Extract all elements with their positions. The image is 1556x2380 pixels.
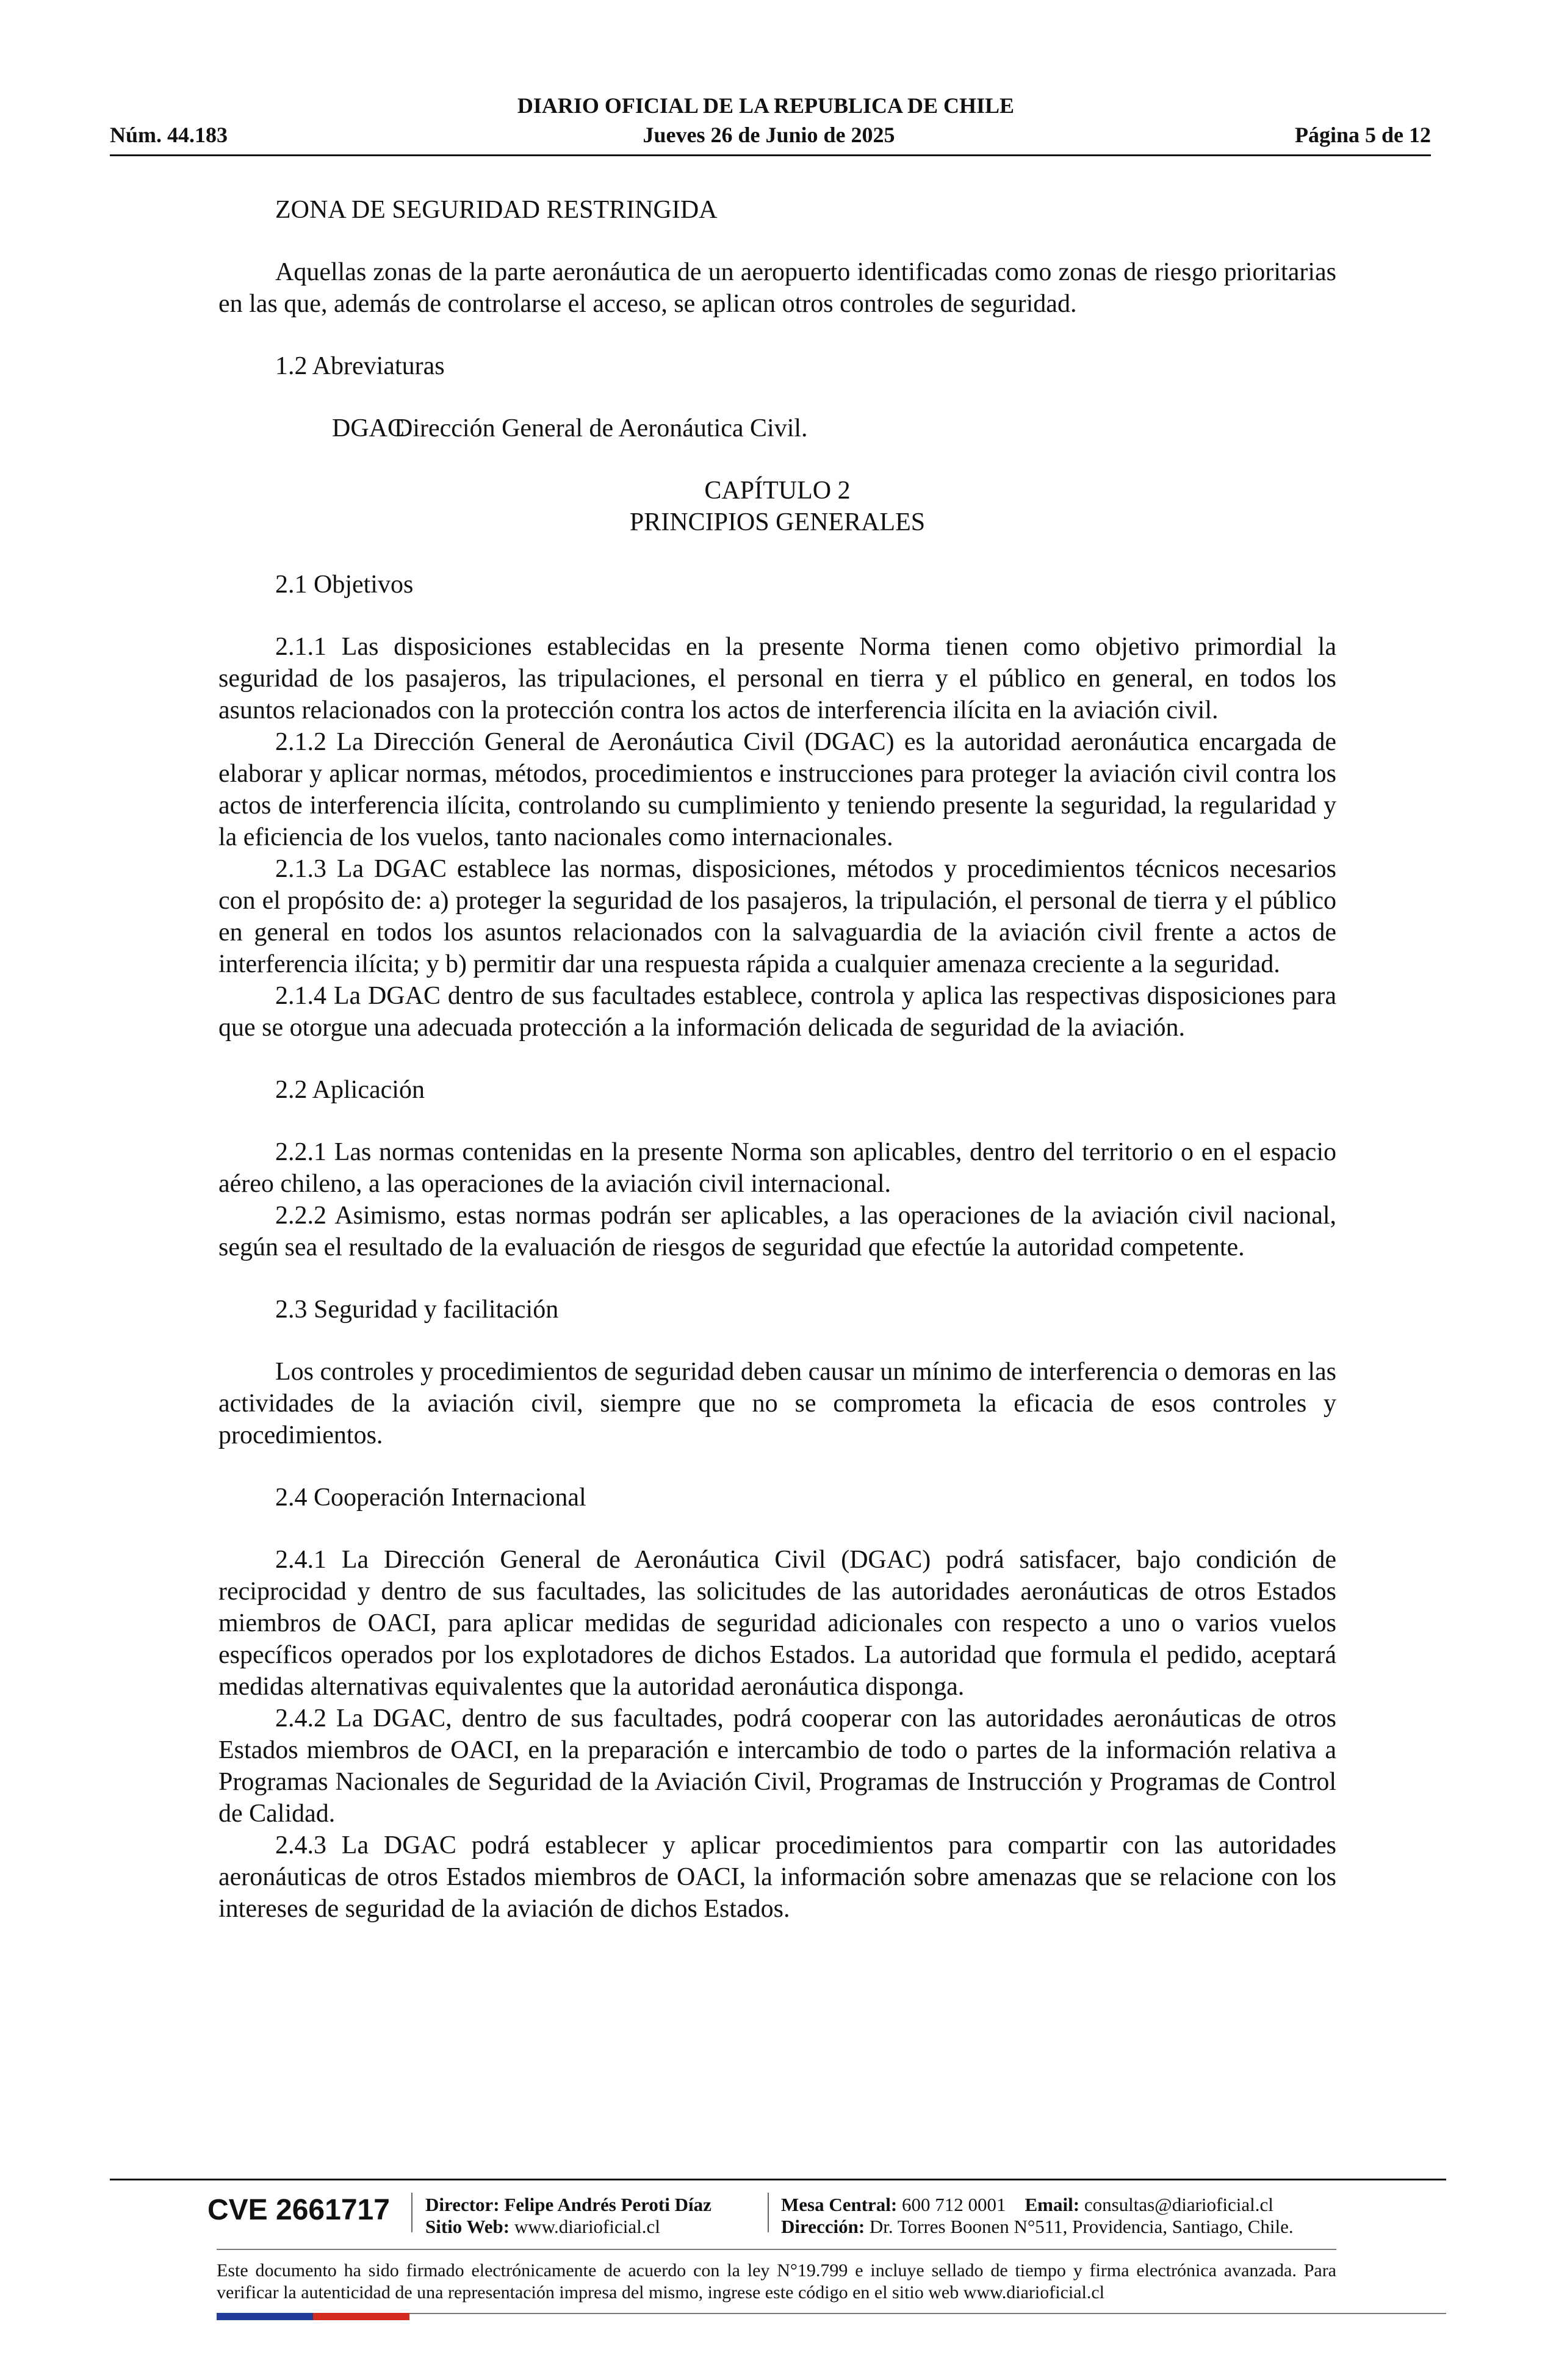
abbreviation-meaning: Dirección General de Aeronáutica Civil. — [394, 414, 808, 442]
chapter-title: PRINCIPIOS GENERALES — [629, 508, 926, 536]
issue-number: Núm. 44.183 — [110, 123, 228, 147]
cve-code: CVE 2661717 — [207, 2194, 390, 2226]
flag-stripe — [217, 2313, 409, 2320]
footer-divider — [110, 2179, 1446, 2180]
paragraph-2-4-2: 2.4.2 La DGAC, dentro de sus facultades, podrá cooperar con las autoridades aeronáuticas de otros Estados miembros de OACI, en la preparación e intercambio de todo o partes de la información relativa a Programas Nacionales de Seguridad de la Aviación Civil, Programas de Instrucción y Programas de Control de Calidad. — [218, 1704, 1336, 1828]
paragraph-2-1-1: 2.1.1 Las disposiciones establecidas en la presente Norma tienen como objetivo primordial la seguridad de los pasajeros, las tripulaciones, el personal en tierra y el público en general, en todos los asuntos relacionados con la protección contra los actos de interferencia ilícita en la aviación civil. — [218, 633, 1336, 724]
abbreviation-code: DGAC — [332, 414, 405, 442]
header-divider — [110, 154, 1431, 156]
director-label: Director: — [425, 2194, 500, 2215]
phone-label: Mesa Central: — [781, 2194, 898, 2215]
footer-contact-block — [781, 2194, 1294, 2238]
issue-date: Jueves 26 de Junio de 2025 — [643, 123, 895, 147]
paragraph-2-3: Los controles y procedimientos de seguridad deben causar un mínimo de interferencia o demoras en las actividades de la aviación civil, siempre que no se comprometa la eficacia de esos controles y procedimientos. — [218, 1358, 1336, 1449]
newspaper-title: DIARIO OFICIAL DE LA REPUBLICA DE CHILE — [517, 93, 1015, 118]
paragraph-2-1-3: 2.1.3 La DGAC establece las normas, disposiciones, métodos y procedimientos técnicos necesarios con el propósito de: a) proteger la seguridad de los pasajeros, la tripulación, el personal de tierra y el público en general en todos los asuntos relacionados con la salvaguardia de la aviación civil frente a actos de interferencia ilícita; y b) permitir dar una respuesta rápida a cualquier amenaza creciente a la seguridad. — [218, 855, 1336, 978]
page-indicator: Página 5 de 12 — [1294, 123, 1431, 147]
section-2-2-heading: 2.2 Aplicación — [275, 1076, 425, 1104]
paragraph-2-1-2: 2.1.2 La Dirección General de Aeronáutica Civil (DGAC) es la autoridad aeronáutica encargada de elaborar y aplicar normas, métodos, procedimientos e instrucciones para proteger la aviación civil contra los actos de interferencia ilícita, controlando su cumplimiento y teniendo presente la seguridad, la regularidad y la eficiencia de los vuelos, tanto nacionales como internacionales. — [218, 728, 1336, 851]
paragraph-2-2-1: 2.2.1 Las normas contenidas en la presente Norma son aplicables, dentro del territorio o en el espacio aéreo chileno, a las operaciones de la aviación civil internacional. — [218, 1138, 1336, 1198]
paragraph-2-4-3: 2.4.3 La DGAC podrá establecer y aplicar procedimientos para compartir con las autoridades aeronáuticas de otros Estados miembros de OACI, la información sobre amenazas que se relacione con los intereses de seguridad de la aviación de dichos Estados. — [218, 1831, 1336, 1923]
paragraph-2-4-1: 2.4.1 La Dirección General de Aeronáutica Civil (DGAC) podrá satisfacer, bajo condición de reciprocidad y dentro de sus facultades, las solicitudes de las autoridades aeronáuticas de otros Estados miembros de OACI, para aplicar medidas de seguridad adicionales con respecto a uno o varios vuelos específicos operados por los explotadores de dichos Estados. La autoridad que formula el pedido, aceptará medidas alternativas equivalentes que la autoridad aeronáutica disponga. — [218, 1546, 1336, 1701]
chapter-number: CAPÍTULO 2 — [704, 477, 851, 505]
website-label: Sitio Web: — [425, 2216, 510, 2237]
section-2-4-heading: 2.4 Cooperación Internacional — [275, 1484, 586, 1512]
address-text: Dr. Torres Boonen N°511, Providencia, Santiago, Chile. — [869, 2216, 1294, 2237]
email-link[interactable]: consultas@diarioficial.cl — [1084, 2194, 1273, 2215]
footer-notice-divider — [217, 2249, 1336, 2250]
email-label: Email: — [1025, 2194, 1080, 2215]
footer-separator — [411, 2193, 412, 2232]
section-2-3-heading: 2.3 Seguridad y facilitación — [275, 1296, 559, 1324]
director-name: Felipe Andrés Peroti Díaz — [504, 2194, 711, 2215]
flag-red-segment — [313, 2313, 409, 2320]
paragraph-2-1-4: 2.1.4 La DGAC dentro de sus facultades establece, controla y aplica las respectivas disposiciones para que se otorgue una adecuada protección a la información delicada de seguridad de la aviación. — [218, 982, 1336, 1042]
website-link[interactable]: www.diarioficial.cl — [514, 2216, 660, 2237]
restricted-zone-definition: Aquellas zonas de la parte aeronáutica de un aeropuerto identificadas como zonas de riesgo prioritarias en las que, además de controlarse el acceso, se aplican otros controles de seguridad. — [218, 258, 1336, 318]
phone-number: 600 712 0001 — [902, 2194, 1006, 2215]
signature-notice: Este documento ha sido firmado electrónicamente de acuerdo con la ley N°19.799 e incluye sellado de tiempo y firma electrónica avanzada. Para verificar la autenticidad de una representación impresa del mismo, ingrese este código en el sitio web www.diarioficial.cl — [217, 2260, 1336, 2302]
address-label: Dirección: — [781, 2216, 865, 2237]
restricted-zone-title: ZONA DE SEGURIDAD RESTRINGIDA — [275, 196, 718, 224]
footer-separator — [768, 2193, 769, 2232]
abbreviation-entry — [218, 413, 1336, 444]
footer-director-block — [425, 2194, 711, 2238]
flag-blue-segment — [217, 2313, 313, 2320]
abbreviations-heading: 1.2 Abreviaturas — [275, 352, 445, 380]
paragraph-2-2-2: 2.2.2 Asimismo, estas normas podrán ser aplicables, a las operaciones de la aviación civil nacional, según sea el resultado de la evaluación de riesgos de seguridad que efectúe la autoridad competente. — [218, 1202, 1336, 1261]
section-2-1-heading: 2.1 Objetivos — [275, 571, 414, 599]
document-body — [218, 194, 1336, 1925]
